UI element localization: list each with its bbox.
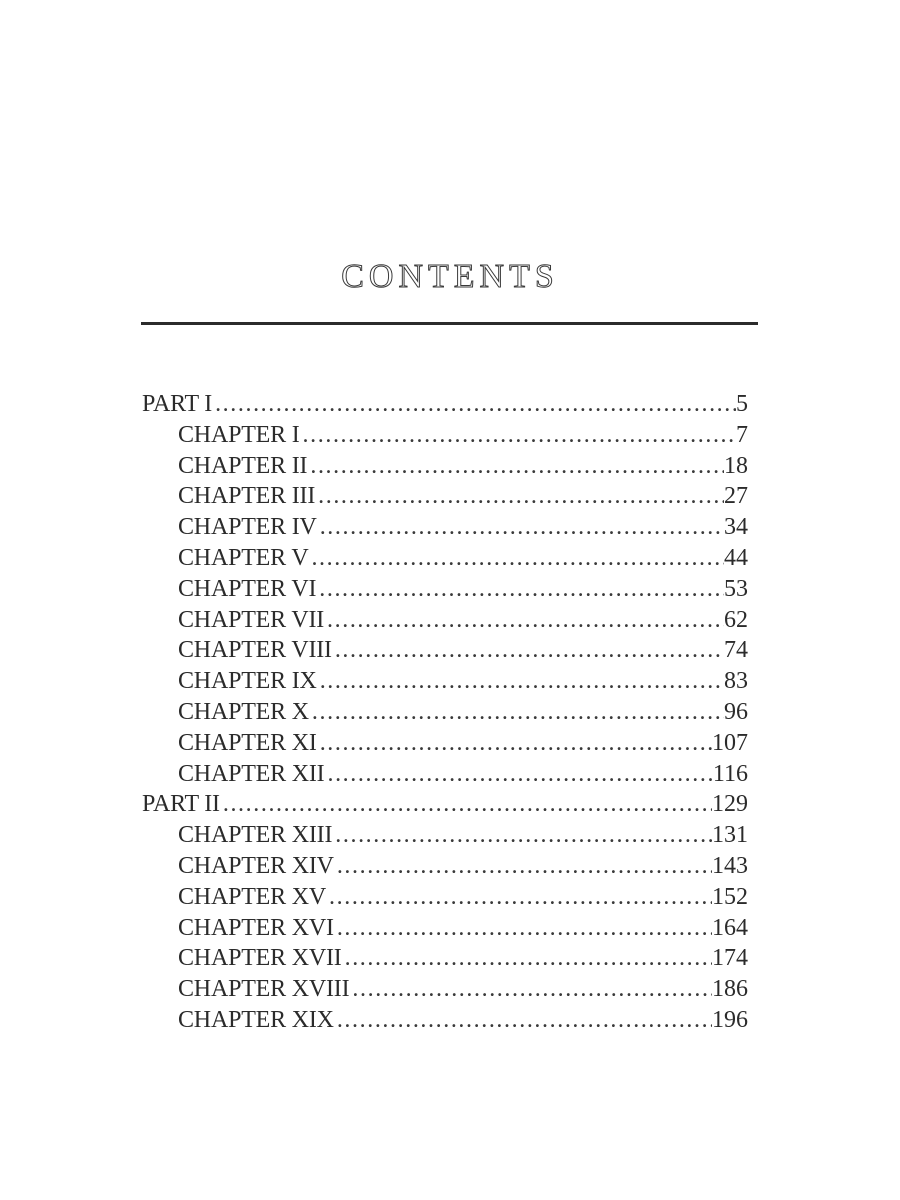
dot-leader [212,389,736,420]
toc-chapter-entry [142,574,748,605]
dot-leader [342,943,712,974]
toc-entry-label: CHAPTER XI [178,729,317,756]
toc-chapter-entry [142,512,748,543]
toc-entry-label: CHAPTER X [178,698,309,725]
toc-chapter-entry [142,420,748,451]
toc-entry-label: CHAPTER IX [178,668,317,695]
toc-entry-label: CHAPTER XVI [178,914,334,941]
dot-leader [317,512,724,543]
dot-leader [332,820,712,851]
toc-entry-page-number: 143 [712,852,748,879]
toc-entry-label: CHAPTER XVIII [178,976,350,1003]
dot-leader [334,851,712,882]
toc-entry-label: PART II [142,791,220,818]
title-rule [141,322,758,325]
toc-entry-page-number: 18 [724,452,748,479]
toc-part-entry [142,789,748,820]
dot-leader [300,420,736,451]
dot-leader [324,759,712,790]
dot-leader [220,789,712,820]
toc-entry-label: CHAPTER V [178,544,309,571]
dot-leader [316,574,724,605]
toc-entry-page-number: 27 [724,483,748,510]
table-of-contents [142,389,748,1036]
dot-leader [334,1005,712,1036]
toc-entry-page-number: 164 [712,914,748,941]
toc-chapter-entry [142,728,748,759]
toc-entry-label: CHAPTER XIV [178,852,334,879]
dot-leader [326,882,712,913]
toc-entry-label: CHAPTER II [178,452,308,479]
toc-entry-label: CHAPTER XII [178,760,325,787]
dot-leader [317,728,712,759]
toc-entry-page-number: 62 [724,606,748,633]
toc-entry-label: CHAPTER I [178,421,300,448]
page-title: CONTENTS [341,258,559,295]
toc-entry-label: CHAPTER VI [178,575,317,602]
toc-entry-page-number: 174 [712,945,748,972]
toc-entry-page-number: 116 [712,760,748,787]
toc-entry-page-number: 74 [724,637,748,664]
toc-entry-page-number: 107 [712,729,748,756]
dot-leader [349,974,712,1005]
toc-entry-label: CHAPTER VIII [178,637,332,664]
dot-leader [324,605,724,636]
toc-chapter-entry [142,635,748,666]
toc-chapter-entry [142,974,748,1005]
toc-entry-page-number: 129 [712,791,748,818]
toc-chapter-entry [142,697,748,728]
toc-entry-page-number: 83 [724,668,748,695]
toc-chapter-entry [142,481,748,512]
toc-entry-page-number: 186 [712,976,748,1003]
toc-entry-page-number: 53 [724,575,748,602]
toc-entry-label: CHAPTER XIII [178,822,333,849]
toc-entry-page-number: 96 [724,698,748,725]
toc-chapter-entry [142,820,748,851]
toc-entry-label: PART I [142,391,213,417]
dot-leader [317,666,724,697]
toc-entry-page-number: 131 [712,822,748,849]
toc-entry-label: CHAPTER III [178,483,316,510]
toc-entry-page-number: 196 [712,1006,748,1033]
toc-chapter-entry [142,913,748,944]
toc-entry-label: CHAPTER XVII [178,945,342,972]
toc-chapter-entry [142,451,748,482]
toc-entry-label: CHAPTER IV [178,514,317,541]
toc-entry-page-number: 152 [712,883,748,910]
toc-entry-label: CHAPTER XV [178,883,327,910]
toc-chapter-entry [142,882,748,913]
toc-entry-page-number: 44 [724,544,748,571]
toc-entry-page-number: 34 [724,514,748,541]
dot-leader [332,635,724,666]
dot-leader [334,913,712,944]
toc-chapter-entry [142,943,748,974]
toc-entry-page-number: 5 [736,391,748,417]
toc-entry-label: CHAPTER XIX [178,1006,334,1033]
toc-chapter-entry [142,605,748,636]
dot-leader [309,697,724,728]
dot-leader [308,543,724,574]
toc-chapter-entry [142,851,748,882]
toc-chapter-entry [142,666,748,697]
dot-leader [307,451,724,482]
toc-entry-label: CHAPTER VII [178,606,325,633]
toc-chapter-entry [142,543,748,574]
dot-leader [315,481,724,512]
toc-part-entry [142,389,748,420]
toc-chapter-entry [142,759,748,790]
toc-chapter-entry [142,1005,748,1036]
toc-entry-page-number: 7 [736,421,748,448]
